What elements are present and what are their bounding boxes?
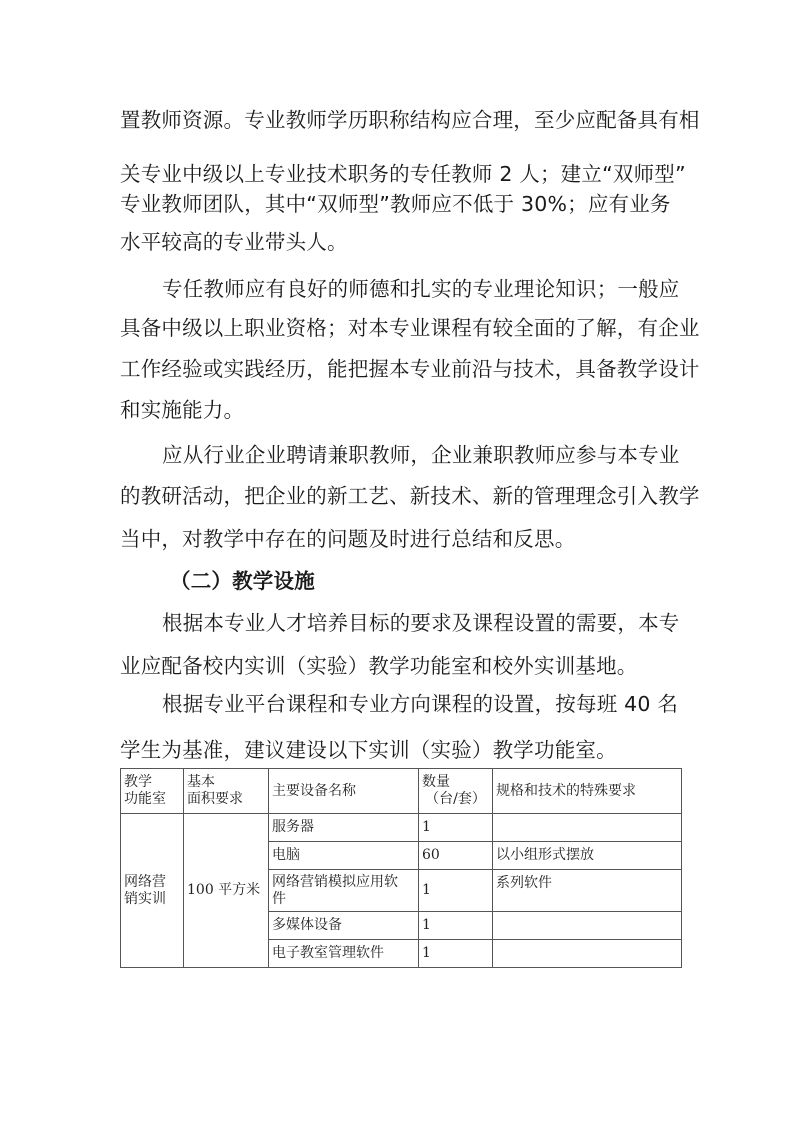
spec-cell: 系列软件 — [493, 870, 682, 912]
text-line: 学生为基准，建议建设以下实训（实验）教学功能室。 — [120, 738, 617, 762]
qty-cell: 1 — [419, 814, 493, 842]
spec-cell — [493, 912, 682, 940]
text-line: 具备中级以上职业资格；对本专业课程有较全面的了解，有企业 — [120, 316, 700, 340]
text-line: 关专业中级以上专业技术职务的专任教师 2 人；建立“双师型” — [120, 162, 686, 186]
qty-cell: 1 — [419, 912, 493, 940]
text-line: 工作经验或实践经历，能把握本专业前沿与技术，具备教学设计 — [120, 357, 700, 381]
equipment-cell: 多媒体设备 — [269, 912, 419, 940]
text-line: 根据专业平台课程和专业方向课程的设置，按每班 40 名 — [162, 692, 679, 716]
text-line: 的教研活动，把企业的新工艺、新技术、新的管理理念引入教学 — [120, 484, 700, 508]
text-line: 业应配备校内实训（实验）教学功能室和校外实训基地。 — [120, 654, 638, 678]
qty-cell: 60 — [419, 842, 493, 870]
header-cell: 教学 功能室 — [121, 769, 184, 814]
equipment-cell: 电脑 — [269, 842, 419, 870]
area-cell: 100 平方米 — [184, 814, 269, 968]
text-line: 和实施能力。 — [120, 398, 245, 422]
header-cell: 数量 （台/套） — [419, 769, 493, 814]
section-heading: （二）教学设施 — [170, 569, 315, 593]
equipment-cell: 电子教室管理软件 — [269, 940, 419, 968]
table-row — [121, 814, 682, 842]
text-line: 专业教师团队，其中“双师型”教师应不低于 30%；应有业务 — [120, 192, 671, 216]
text-line: 置教师资源。专业教师学历职称结构应合理，至少应配备具有相 — [120, 108, 700, 132]
spec-cell — [493, 940, 682, 968]
text-line: 根据本专业人才培养目标的要求及课程设置的需要，本专 — [162, 611, 680, 635]
qty-cell: 1 — [419, 940, 493, 968]
spec-cell — [493, 814, 682, 842]
equipment-cell: 服务器 — [269, 814, 419, 842]
header-cell: 基本 面积要求 — [184, 769, 269, 814]
equipment-cell: 网络营销模拟应用软 件 — [269, 870, 419, 912]
table-header-row — [121, 769, 682, 814]
text-line: 水平较高的专业带头人。 — [120, 230, 348, 254]
text-line: 应从行业企业聘请兼职教师，企业兼职教师应参与本专业 — [162, 443, 680, 467]
room-cell: 网络营 销实训 — [121, 814, 184, 968]
text-line: 专任教师应有良好的师德和扎实的专业理论知识；一般应 — [162, 277, 680, 301]
text-line: 当中，对教学中存在的问题及时进行总结和反思。 — [120, 527, 576, 551]
equipment-table — [120, 768, 682, 968]
header-cell: 规格和技术的特殊要求 — [493, 769, 682, 814]
qty-cell: 1 — [419, 870, 493, 912]
header-cell: 主要设备名称 — [269, 769, 419, 814]
spec-cell: 以小组形式摆放 — [493, 842, 682, 870]
